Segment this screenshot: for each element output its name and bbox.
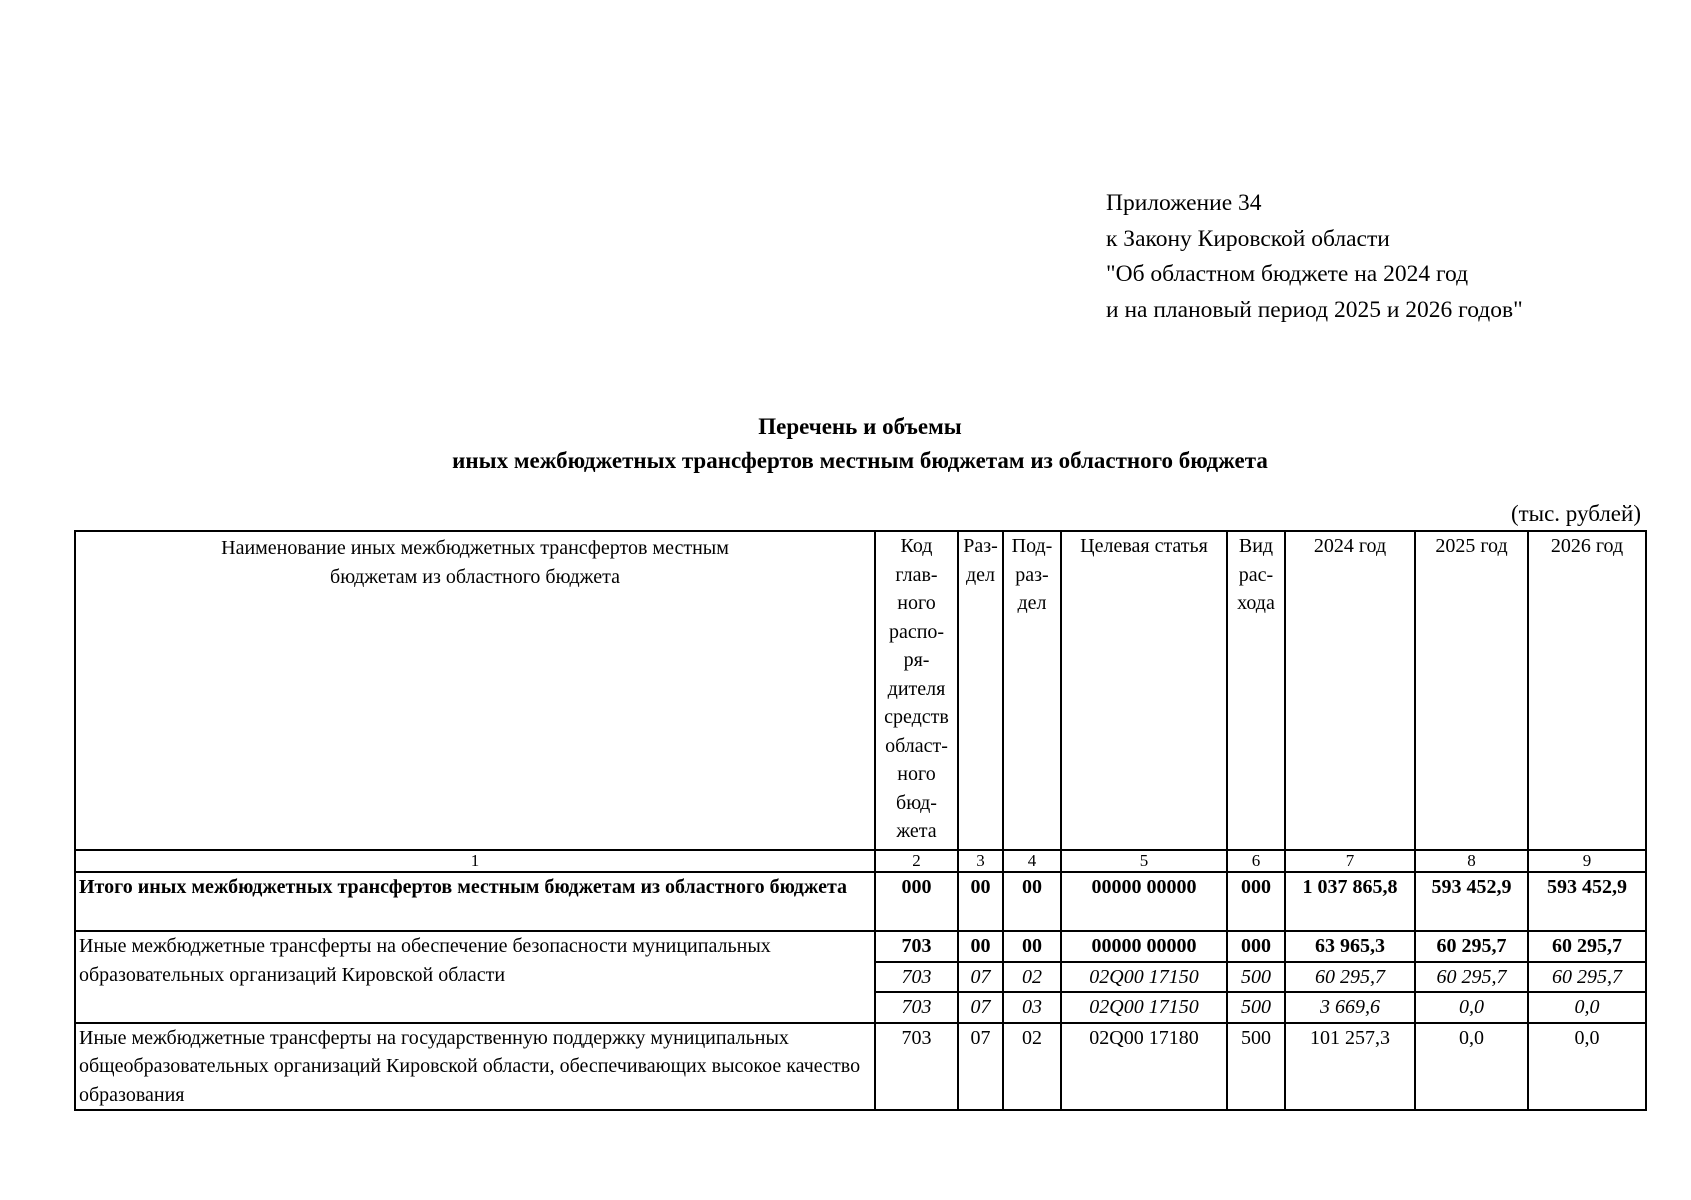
row-code: 000: [875, 872, 958, 931]
column-number: 1: [75, 850, 875, 872]
row-2024: 63 965,3: [1285, 931, 1415, 962]
header-section: Раз- дел: [958, 531, 1003, 850]
row-2025: 0,0: [1415, 992, 1528, 1023]
row-target: 02Q00 17180: [1061, 1023, 1227, 1111]
row-name: Иные межбюджетные трансферты на государственную поддержку муниципальных общеобразовательных организаций Кировской области, обеспечивающих высокое качество образования: [75, 1023, 875, 1111]
row-name: Иные межбюджетные трансферты на обеспечение безопасности муниципальных образовательных организаций Кировской области: [75, 931, 875, 1023]
row-2026: 0,0: [1528, 1023, 1646, 1111]
column-number: 5: [1061, 850, 1227, 872]
row-subsection: 03: [1003, 992, 1061, 1023]
row-section: 07: [958, 992, 1003, 1023]
row-section: 07: [958, 962, 1003, 993]
column-number: 2: [875, 850, 958, 872]
row-2026: 60 295,7: [1528, 931, 1646, 962]
column-number: 4: [1003, 850, 1061, 872]
row-2024: 3 669,6: [1285, 992, 1415, 1023]
row-subsection: 00: [1003, 872, 1061, 931]
row-code: 703: [875, 1023, 958, 1111]
row-2025: 60 295,7: [1415, 931, 1528, 962]
column-number-row: [75, 850, 1646, 872]
row-code: 703: [875, 992, 958, 1023]
table-row: [75, 1023, 1646, 1111]
row-2025: 0,0: [1415, 1023, 1528, 1111]
row-code: 703: [875, 962, 958, 993]
row-section: 07: [958, 1023, 1003, 1111]
row-target: 02Q00 17150: [1061, 992, 1227, 1023]
header-code: Код глав- ного распо- ря- дителя средств област- ного бюд- жета: [875, 531, 958, 850]
row-expense: 000: [1227, 872, 1285, 931]
appendix-line-2: к Закону Кировской области: [1106, 225, 1390, 252]
column-number: 8: [1415, 850, 1528, 872]
row-2024: 60 295,7: [1285, 962, 1415, 993]
row-section: 00: [958, 872, 1003, 931]
appendix-reference: [1106, 186, 1523, 328]
row-code: 703: [875, 931, 958, 962]
table-row-total: [75, 872, 1646, 931]
appendix-line-3: "Об областном бюджете на 2024 год: [1106, 261, 1469, 287]
row-subsection: 02: [1003, 962, 1061, 993]
header-target-article: Целевая статья: [1061, 531, 1227, 850]
row-2024: 101 257,3: [1285, 1023, 1415, 1111]
row-expense: 500: [1227, 992, 1285, 1023]
row-2024: 1 037 865,8: [1285, 872, 1415, 931]
row-subsection: 00: [1003, 931, 1061, 962]
header-name: [75, 531, 875, 850]
column-number: 9: [1528, 850, 1646, 872]
header-2025: 2025 год: [1415, 531, 1528, 850]
document-title: [0, 410, 1691, 478]
row-section: 00: [958, 931, 1003, 962]
row-expense: 500: [1227, 1023, 1285, 1111]
row-expense: 000: [1227, 931, 1285, 962]
appendix-line-4: и на плановый период 2025 и 2026 годов": [1106, 296, 1523, 323]
transfers-table: [74, 530, 1647, 1111]
row-target: 02Q00 17150: [1061, 962, 1227, 993]
column-number: 7: [1285, 850, 1415, 872]
header-2026: 2026 год: [1528, 531, 1646, 850]
header-expense-type: Вид рас- хода: [1227, 531, 1285, 850]
title-line-2: иных межбюджетных трансфертов местным бюджетам из областного бюджета: [452, 448, 1268, 473]
row-2026: 0,0: [1528, 992, 1646, 1023]
header-subsection: Под- раз- дел: [1003, 531, 1061, 850]
row-target: 00000 00000: [1061, 931, 1227, 962]
header-name-text: Наименование иных межбюджетных трансфертов местным бюджетам из областного бюджета: [221, 537, 729, 588]
row-target: 00000 00000: [1061, 872, 1227, 931]
row-expense: 500: [1227, 962, 1285, 993]
header-2024: 2024 год: [1285, 531, 1415, 850]
column-number: 3: [958, 850, 1003, 872]
row-subsection: 02: [1003, 1023, 1061, 1111]
unit-label: (тыс. рублей): [1510, 501, 1641, 526]
row-2026: 593 452,9: [1528, 872, 1646, 931]
table-row: [75, 931, 1646, 962]
row-name: Итого иных межбюджетных трансфертов местным бюджетам из областного бюджета: [75, 872, 875, 931]
row-2025: 60 295,7: [1415, 962, 1528, 993]
column-number: 6: [1227, 850, 1285, 872]
table-header-row: [75, 531, 1646, 850]
title-line-1: Перечень и объемы: [758, 414, 962, 439]
appendix-line-1: Приложение 34: [1106, 190, 1262, 216]
row-2026: 60 295,7: [1528, 962, 1646, 993]
row-2025: 593 452,9: [1415, 872, 1528, 931]
